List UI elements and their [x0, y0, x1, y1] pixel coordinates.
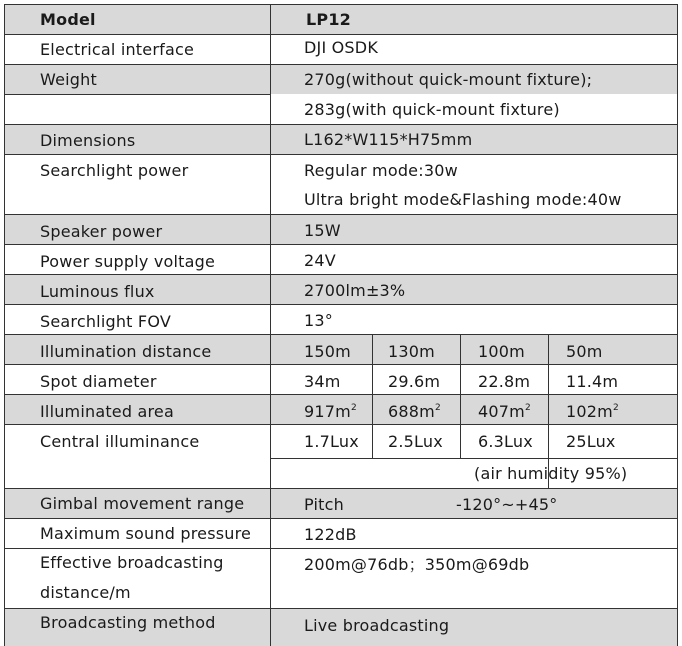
illuminated-area-value: $688m^2$: [388, 402, 441, 421]
dimensions-value: L162*W115*H75mm: [304, 130, 473, 149]
luminous-flux-value: 2700lm±3%: [304, 281, 406, 300]
broadcast-distance-value: 200m@76db；350m@69db: [304, 555, 530, 574]
table-border-right: [677, 4, 678, 646]
speaker-power-value: 15W: [304, 221, 341, 240]
humidity-note: (air humidity 95%): [474, 464, 628, 483]
searchlight-power-value-1: Regular mode:30w: [304, 161, 458, 180]
model-label: Model: [40, 10, 96, 29]
illuminated-area-value: $407m^2$: [478, 402, 531, 421]
illumination-distance-value: 100m: [478, 342, 525, 361]
central-illuminance-value: 6.3Lux: [478, 432, 533, 451]
illumination-distance-value: 150m: [304, 342, 351, 361]
max-sound-pressure-value: 122dB: [304, 525, 357, 544]
power-supply-voltage-value: 24V: [304, 251, 336, 270]
broadcast-distance-label-2: distance/m: [40, 583, 131, 602]
central-illuminance-label: Central illuminance: [40, 432, 200, 451]
model-value: LP12: [306, 10, 351, 29]
central-illuminance-value: 25Lux: [566, 432, 616, 451]
searchlight-power-label: Searchlight power: [40, 161, 189, 180]
gimbal-axis: Pitch: [304, 495, 344, 514]
illumination-distance-label: Illumination distance: [40, 342, 212, 361]
broadcast-method-value: Live broadcasting: [304, 616, 450, 635]
column-divider: [270, 4, 271, 646]
speaker-power-label: Speaker power: [40, 222, 163, 241]
broadcast-method-label: Broadcasting method: [40, 613, 216, 632]
power-supply-voltage-label: Power supply voltage: [40, 252, 216, 271]
gimbal-value: -120°~+45°: [456, 495, 558, 514]
illumination-distance-value: 50m: [566, 342, 603, 361]
weight-value-1: 270g(without quick-mount fixture);: [304, 70, 593, 89]
illuminated-area-value: $102m^2$: [566, 402, 619, 421]
spec-table: [4, 4, 678, 646]
illuminated-area-label: Illuminated area: [40, 402, 174, 421]
spot-diameter-value: 11.4m: [566, 372, 619, 391]
table-border-left: [4, 4, 5, 646]
spot-diameter-label: Spot diameter: [40, 372, 157, 391]
luminous-flux-label: Luminous flux: [40, 282, 155, 301]
gimbal-label: Gimbal movement range: [40, 494, 245, 513]
max-sound-pressure-label: Maximum sound pressure: [40, 524, 252, 543]
broadcast-distance-label-1: Effective broadcasting: [40, 553, 224, 572]
searchlight-fov-value: 13°: [304, 311, 333, 330]
illumination-distance-value: 130m: [388, 342, 435, 361]
electrical-interface-label: Electrical interface: [40, 40, 194, 59]
sub-column-divider: [460, 334, 461, 458]
spot-diameter-value: 34m: [304, 372, 341, 391]
illuminated-area-value: $917m^2$: [304, 402, 357, 421]
searchlight-fov-label: Searchlight FOV: [40, 312, 171, 331]
weight-label: Weight: [40, 70, 97, 89]
spot-diameter-value: 22.8m: [478, 372, 531, 391]
sub-column-divider: [372, 334, 373, 458]
weight-value-2: 283g(with quick-mount fixture): [304, 100, 560, 119]
spot-diameter-value: 29.6m: [388, 372, 441, 391]
searchlight-power-value-2: Ultra bright mode&Flashing mode:40w: [304, 190, 622, 209]
dimensions-label: Dimensions: [40, 131, 136, 150]
central-illuminance-value: 1.7Lux: [304, 432, 359, 451]
central-illuminance-value: 2.5Lux: [388, 432, 443, 451]
electrical-interface-value: DJI OSDK: [304, 38, 379, 57]
